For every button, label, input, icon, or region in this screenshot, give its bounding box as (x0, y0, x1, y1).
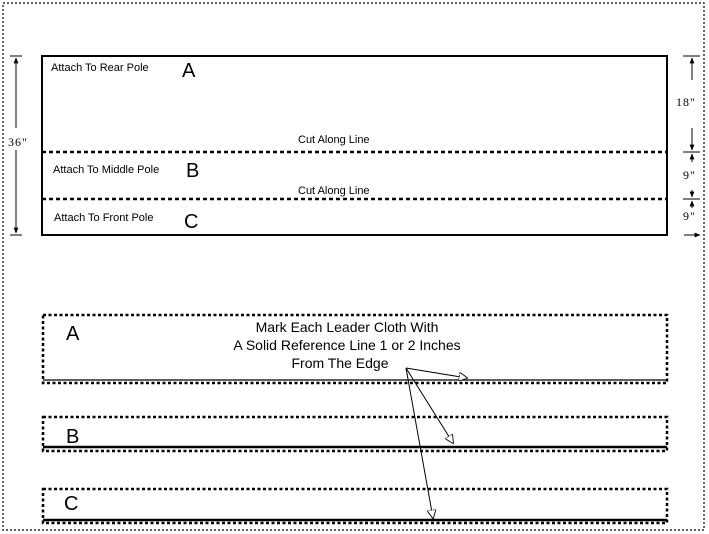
cut-line-1-label: Cut Along Line (298, 134, 370, 146)
leader-cloth-c (43, 489, 667, 523)
leader-cloth-b-letter: B (66, 426, 80, 448)
dimension-section-c-label: 9" (683, 209, 696, 223)
dimension-section-b-label: 9" (683, 168, 696, 182)
pointer-to-c (406, 368, 433, 518)
dimension-total-height-label: 36" (8, 135, 28, 149)
row-b-label: Attach To Middle Pole (53, 164, 160, 176)
row-c-label: Attach To Front Pole (54, 212, 154, 224)
leader-cloth-c-letter: C (64, 493, 79, 515)
row-a-letter: A (182, 60, 196, 82)
leader-cloth-a-letter: A (66, 323, 80, 345)
cut-line-2-label: Cut Along Line (298, 185, 370, 197)
leader-note-line-1: Mark Each Leader Cloth With (255, 319, 439, 335)
row-b-letter: B (186, 160, 200, 182)
dimension-section-a-label: 18" (676, 95, 696, 109)
leader-note-line-2: A Solid Reference Line 1 or 2 Inches (233, 337, 461, 353)
pointer-to-a (406, 368, 467, 378)
reference-line-pointers (406, 368, 467, 518)
row-a-label: Attach To Rear Pole (51, 62, 149, 74)
row-c-letter: C (184, 211, 199, 233)
leader-note-line-3: From The Edge (291, 355, 389, 371)
